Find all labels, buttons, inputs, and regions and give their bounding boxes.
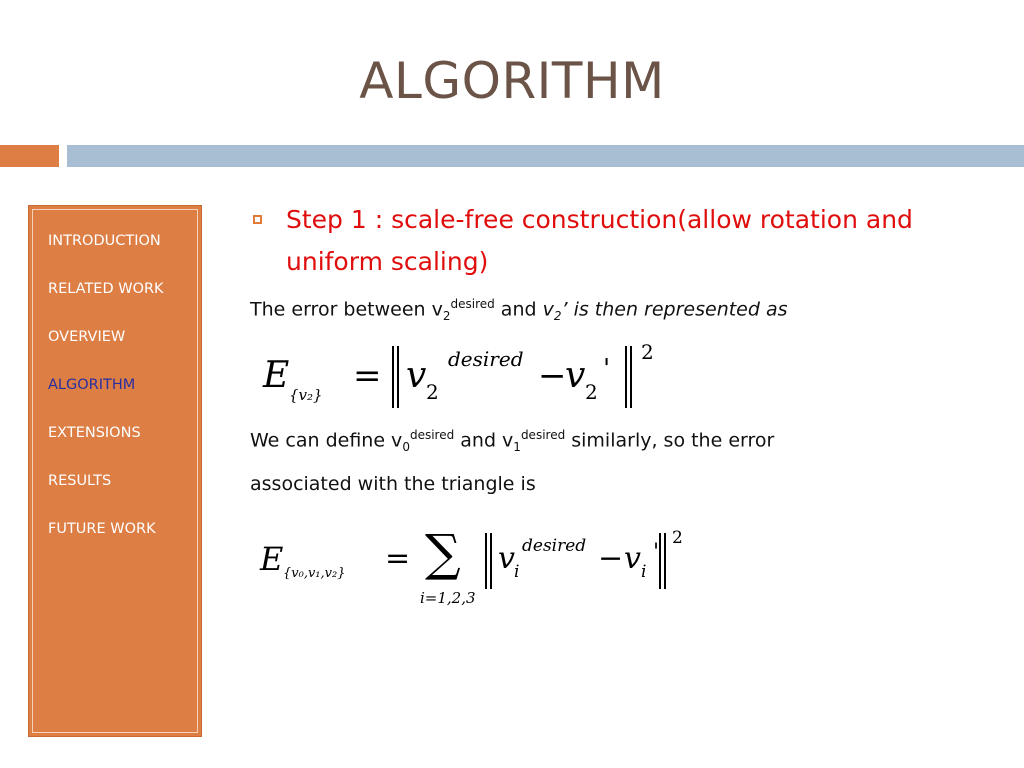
sidebar-item-future-work[interactable]: FUTURE WORK [48, 521, 156, 537]
para2-before: We can define v [250, 429, 403, 452]
eq1-subscript: {v₂} [289, 386, 323, 404]
eq1-E: E [263, 355, 290, 396]
eq2-equals: = [385, 541, 411, 576]
eq2-norm-close [659, 533, 666, 589]
header-accent-bar-orange [0, 145, 59, 167]
eq1-v-sub: 2 [426, 380, 439, 404]
eq2-v2: v [624, 541, 641, 576]
paragraph-triangle-line: associated with the triangle is [250, 473, 536, 495]
paragraph-error-v2 [250, 297, 788, 323]
eq2-power: 2 [672, 528, 683, 548]
eq2-E: E [260, 540, 284, 578]
para2-sup0: desired [409, 428, 455, 442]
sidebar-item-results[interactable]: RESULTS [48, 473, 112, 489]
header-accent-bar-blue [67, 145, 1024, 167]
slide-title: ALGORITHM [359, 52, 665, 110]
eq2-sum-icon: ∑ [425, 524, 461, 582]
eq2-desired: desired [522, 536, 587, 556]
eq1-v2: v [565, 355, 586, 396]
equation-error-v2 [263, 340, 663, 415]
eq1-minus: − [538, 356, 567, 396]
eq1-desired: desired [448, 347, 524, 371]
eq1-equals: = [353, 356, 382, 396]
eq2-v2-sub: i [641, 562, 647, 582]
eq2-minus: − [598, 541, 624, 576]
sidebar-item-overview[interactable]: OVERVIEW [48, 329, 126, 345]
para2-and: and v [454, 429, 514, 452]
para2-after: similarly, so the error [565, 429, 775, 452]
equation-triangle-error [260, 524, 700, 618]
eq1-power: 2 [641, 340, 654, 364]
para2-sub0: 0 [402, 440, 410, 455]
paragraph-define-v0-v1 [250, 428, 774, 454]
para1-italic-v: v [542, 298, 554, 321]
eq2-prime: ' [653, 540, 660, 565]
bullet-text: Step 1 : scale-free construction(allow rotation and uniform scaling) [286, 205, 913, 276]
eq1-prime: ' [603, 354, 611, 384]
eq2-v: v [498, 541, 515, 576]
sidebar-item-extensions[interactable]: EXTENSIONS [48, 425, 141, 441]
para1-mid: and [494, 298, 543, 321]
sidebar-item-algorithm[interactable]: ALGORITHM [48, 377, 136, 393]
sidebar-nav [28, 205, 202, 737]
eq1-v: v [406, 355, 427, 396]
eq1-norm-close [625, 346, 632, 408]
sidebar-item-related-work[interactable]: RELATED WORK [48, 281, 164, 297]
eq2-norm-open [485, 533, 492, 589]
para1-italic-after: ’ is then represented as [561, 298, 788, 321]
bullet-marker-icon [253, 215, 262, 224]
para1-italic-sub: 2 [553, 309, 562, 324]
para1-before: The error between v [250, 298, 443, 321]
para1-sup: desired [450, 297, 495, 311]
eq2-v-sub: i [514, 562, 520, 582]
eq2-sum-sub: i=1,2,3 [420, 589, 476, 607]
para1-sub: 2 [442, 309, 451, 324]
sidebar-item-introduction[interactable]: INTRODUCTION [48, 233, 161, 249]
para2-sup1: desired [520, 428, 566, 442]
eq1-v2-sub: 2 [585, 380, 598, 404]
para2-sub1: 1 [513, 440, 521, 455]
eq2-subscript: {v₀,v₁,v₂} [283, 566, 346, 581]
eq1-norm-open [392, 346, 399, 408]
